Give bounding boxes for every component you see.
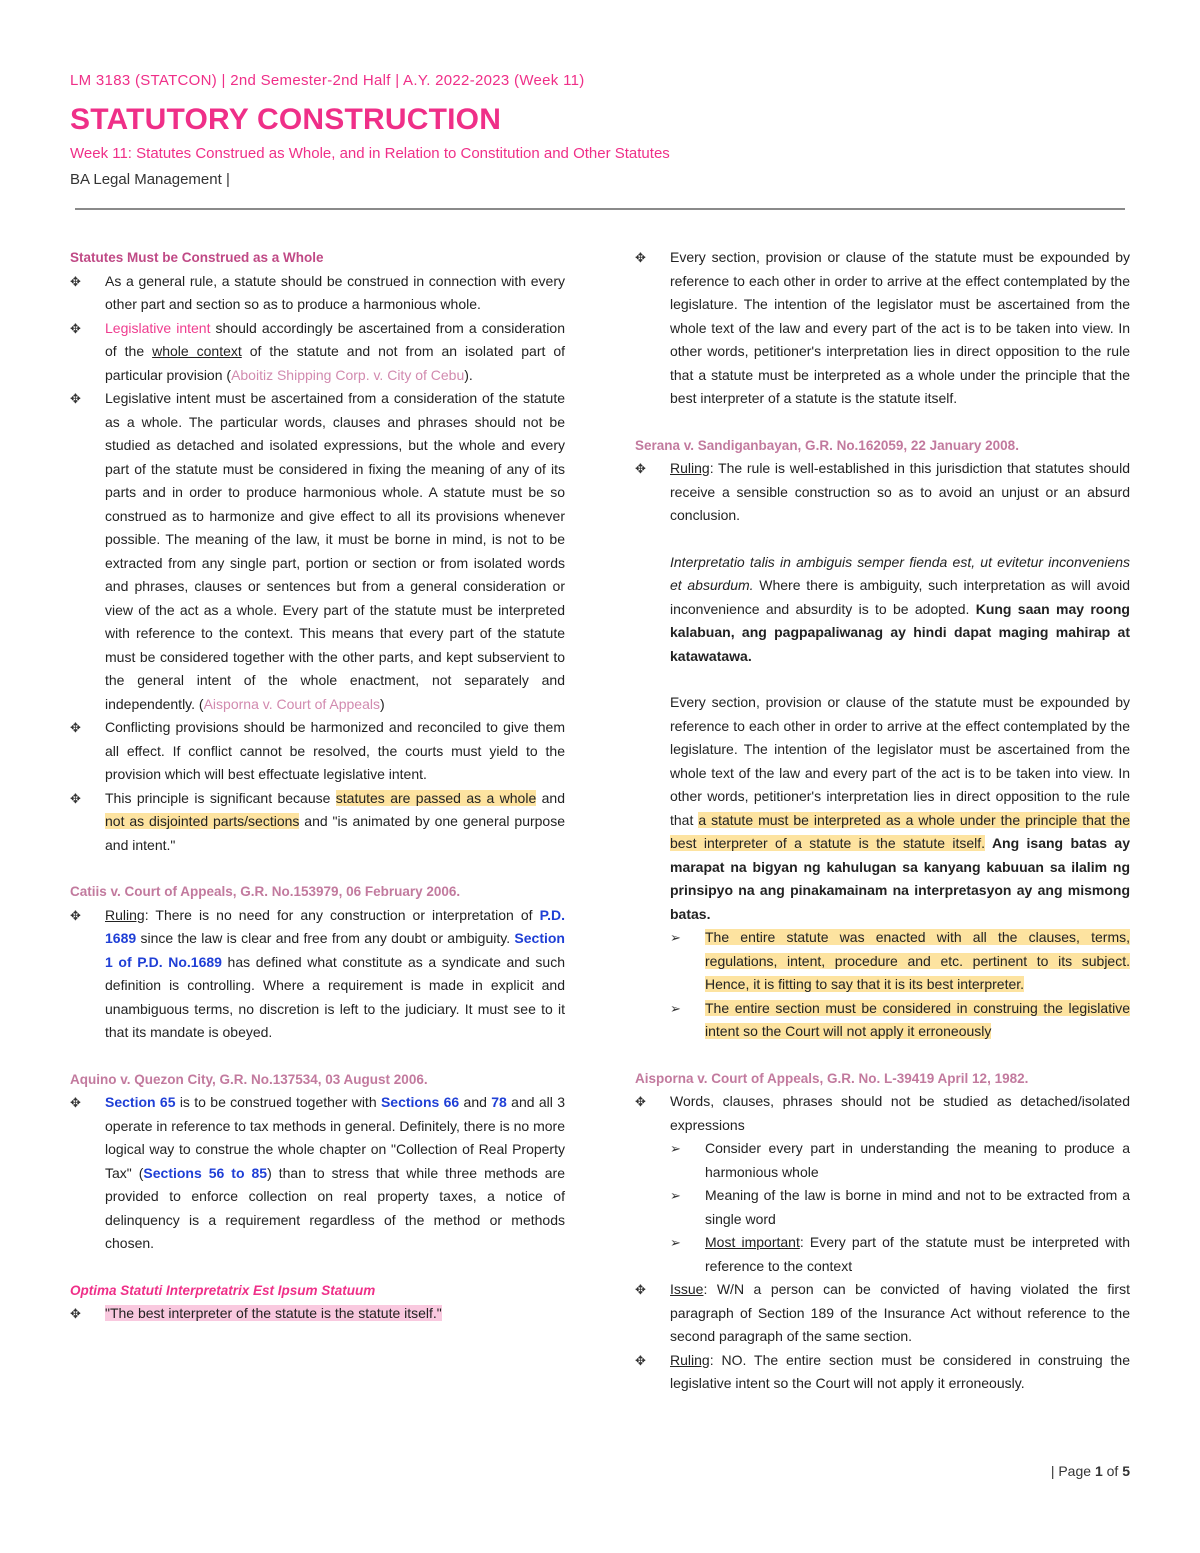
diamond-bullet-icon: ✥	[70, 790, 81, 806]
diamond-bullet-icon: ✥	[70, 320, 81, 336]
list-item: ✥ Ruling: The rule is well-established in this jurisdiction that statutes should receive a sensible construction so as to avoid an unjust or an absurd conclusion.	[635, 457, 1130, 528]
course-line: LM 3183 (STATCON) | 2nd Semester-2nd Half | A.Y. 2022-2023 (Week 11)	[70, 72, 585, 89]
diamond-bullet-icon: ✥	[70, 907, 81, 923]
diamond-bullet-icon: ✥	[635, 1282, 646, 1297]
page-total: 5	[1122, 1463, 1130, 1479]
paragraph: Every section, provision or clause of the statute must be expounded by reference to each other in order to arrive at the effect contemplated by the legislature. The intention of the legislator must be ascertained from the whole text of the law and every part of the act is to be taken into view. In other words, petitioner's interpretation lies in direct opposition to the rule that a statute must be interpreted as a whole under the principle that the best interpreter of a statute is the statute itself. Ang isang batas ay marapat na bigyan ng kahulugan sa kanyang kabuuan sa ilalim ng prinsipyo na ang pinakamainam na interpretasyon ay ang mismong batas.	[670, 694, 1130, 922]
list-item: ✥ Legislative intent should accordingly be ascertained from a consideration of the whole context of the statute and not from an isolated part of particular provision (Aboitiz Shipping Corp. v. City of Cebu).	[70, 317, 565, 388]
diamond-bullet-icon: ✥	[70, 1306, 81, 1321]
right-column	[635, 246, 1130, 1396]
bullet-list	[635, 1090, 1130, 1396]
arrow-bullet-icon: ➢	[670, 1188, 681, 1203]
sub-list-item	[670, 997, 1130, 1044]
list-item: ✥ Words, clauses, phrases should not be studied as detached/isolated expressions ➢ Consider every part in understanding the meaning to produce a harmonious whole ➢ Meaning of the law is borne in mind and not to be extracted from a single word ➢ Most important: Every part of the statute must be interpreted with reference to the context	[635, 1090, 1130, 1278]
arrow-bullet-icon: ➢	[670, 1000, 681, 1016]
highlight: a statute must be interpreted as a whole under the principle that the best interpreter of a statute is the statute itself.	[670, 811, 1130, 851]
sub-list-item: ➢ Most important: Every part of the statute must be interpreted with reference to the context	[670, 1231, 1130, 1278]
highlight: "The best interpreter of the statute is the statute itself."	[105, 1305, 442, 1321]
document-title: STATUTORY CONSTRUCTION	[70, 103, 502, 136]
diamond-bullet-icon: ✥	[635, 461, 646, 476]
diamond-bullet-icon: ✥	[70, 1095, 81, 1110]
diamond-bullet-icon: ✥	[70, 391, 81, 406]
diamond-bullet-icon: ✥	[70, 720, 81, 735]
bullet-list	[635, 457, 1130, 528]
sub-list-item: ➢ Consider every part in understanding the meaning to produce a harmonious whole	[670, 1137, 1130, 1184]
section-title: Statutes Must be Construed as a Whole	[70, 250, 324, 265]
sub-list-item	[670, 926, 1130, 997]
list-item: ✥ Every section, provision or clause of the statute must be expounded by reference to each other in order to arrive at the effect contemplated by the legislature. The intention of the legislator must be ascertained from the whole text of the law and every part of the act is to be taken into view. In other words, petitioner's interpretation lies in direct opposition to the rule that a statute must be interpreted as a whole under the principle that the best interpreter of a statute is the statute itself.	[635, 246, 1130, 411]
case-title: Aquino v. Quezon City, G.R. No.137534, 03 August 2006.	[70, 1071, 428, 1087]
page-footer: | Page 1 of 5	[1050, 1463, 1130, 1479]
case-title: Catiis v. Court of Appeals, G.R. No.153979, 06 February 2006.	[70, 884, 461, 899]
arrow-bullet-icon: ➢	[670, 1235, 681, 1250]
document-header	[70, 72, 1130, 188]
arrow-bullet-icon: ➢	[670, 930, 681, 945]
bullet-list	[70, 270, 565, 858]
list-item	[70, 1302, 565, 1326]
diamond-bullet-icon: ✥	[635, 1352, 646, 1368]
list-item: ✥ As a general rule, a statute should be construed in connection with every other part and section so as to produce a harmonious whole.	[70, 270, 565, 317]
case-title: Aisporna v. Court of Appeals, G.R. No. L-39419 April 12, 1982.	[635, 1070, 1029, 1086]
header-divider	[75, 208, 1125, 210]
bullet-list	[70, 1091, 565, 1256]
list-item: ✥ Legislative intent must be ascertained from a consideration of the statute as a whole. The particular words, clauses and phrases should not be studied as detached and isolated expressions, but the whole and every part of the statute must be considered in fixing the meaning of any of its parts and in order to produce harmonious whole. A statute must be so construed as to harmonize and give effect to all its provisions whenever possible. The meaning of the law, it must be borne in mind, is not to be extracted from any single part, portion or section or from isolated words and phrases, clauses or sentences but from a general consideration or view of the act as a whole. Every part of the statute must be interpreted with reference to the context. This means that every part of the statute must be considered together with the other parts, and kept subservient to the general intent of the whole enactment, not separately and independently. (Aisporna v. Court of Appeals)	[70, 387, 565, 716]
sub-list	[670, 926, 1130, 1044]
list-item: ✥ Ruling: NO. The entire section must be considered in construing the legislative intent so the Court will not apply it erroneously.	[635, 1349, 1130, 1396]
list-item: ✥ Section 65 is to be construed together with Sections 66 and 78 and all 3 operate in reference to tax methods in general. Definitely, there is no more logical way to construe the whole chapter on "Collection of Real Property Tax" (Sections 56 to 85) than to stress that while three methods are provided to enforce collection on real property taxes, a notice of delinquency is a requirement regardless of the method or methods chosen.	[70, 1091, 565, 1256]
sub-list-item: ➢ Meaning of the law is borne in mind and not to be extracted from a single word	[670, 1184, 1130, 1231]
program-label: BA Legal Management |	[70, 171, 230, 188]
diamond-bullet-icon: ✥	[635, 250, 646, 265]
list-item: ✥ Issue: W/N a person can be convicted of having violated the first paragraph of Section 189 of the Insurance Act without reference to the second paragraph of the same section.	[635, 1278, 1130, 1349]
case-title: Serana v. Sandiganbayan, G.R. No.162059, 22 January 2008.	[635, 437, 1019, 453]
arrow-bullet-icon: ➢	[670, 1141, 681, 1156]
list-item: ✥ Conflicting provisions should be harmonized and reconciled to give them all effect. If conflict cannot be resolved, the courts must yield to the provision which will best effectuate legislative intent.	[70, 716, 565, 787]
document-subtitle: Week 11: Statutes Construed as Whole, and in Relation to Constitution and Other Statutes	[70, 145, 670, 162]
bullet-list	[70, 1302, 565, 1326]
bullet-list	[70, 904, 565, 1045]
bullet-list	[635, 246, 1130, 411]
highlight: statutes are passed as a whole	[335, 789, 537, 806]
highlight: not as disjointed parts/sections	[105, 813, 300, 829]
list-item: ✥ This principle is significant because statutes are passed as a whole and not as disjointed parts/sections and "is animated by one general purpose and intent."	[70, 787, 565, 858]
case-reference: Aisporna v. Court of Appeals	[203, 695, 380, 712]
paragraph: Interpretatio talis in ambiguis semper fienda est, ut evitetur inconveniens et absurdum. Where there is ambiguity, such interpretation as will avoid inconvenience and absurdity is to be adopted. Kung saan may roong kalabuan, ang pagpapaliwanag ay hindi dapat maging mahirap at katawatawa.	[670, 553, 1131, 664]
highlight: The entire statute was enacted with all the clauses, terms, regulations, intent, procedure and etc. pertinent to its subject. Hence, it is fitting to say that it is its best interpreter.	[705, 929, 1130, 992]
section-title: Optima Statuti Interpretatrix Est Ipsum Statuum	[70, 1282, 376, 1298]
diamond-bullet-icon: ✥	[70, 273, 81, 289]
diamond-bullet-icon: ✥	[635, 1094, 646, 1109]
left-column	[70, 246, 565, 1326]
case-reference: Aboitiz Shipping Corp. v. City of Cebu	[231, 366, 465, 383]
sub-list	[670, 1137, 1130, 1278]
page-number: 1	[1094, 1463, 1103, 1479]
list-item: ✥ Ruling: There is no need for any construction or interpretation of P.D. 1689 since the law is clear and free from any doubt or ambiguity. Section 1 of P.D. No.1689 has defined what constitute as a syndicate and such definition is controlling. Where a requirement is made in explicit and unambiguous terms, no discretion is left to the judiciary. It must see to it that its mandate is obeyed.	[70, 904, 565, 1045]
highlight: The entire section must be considered in construing the legislative intent so the Court will not apply it erroneously	[705, 999, 1130, 1039]
